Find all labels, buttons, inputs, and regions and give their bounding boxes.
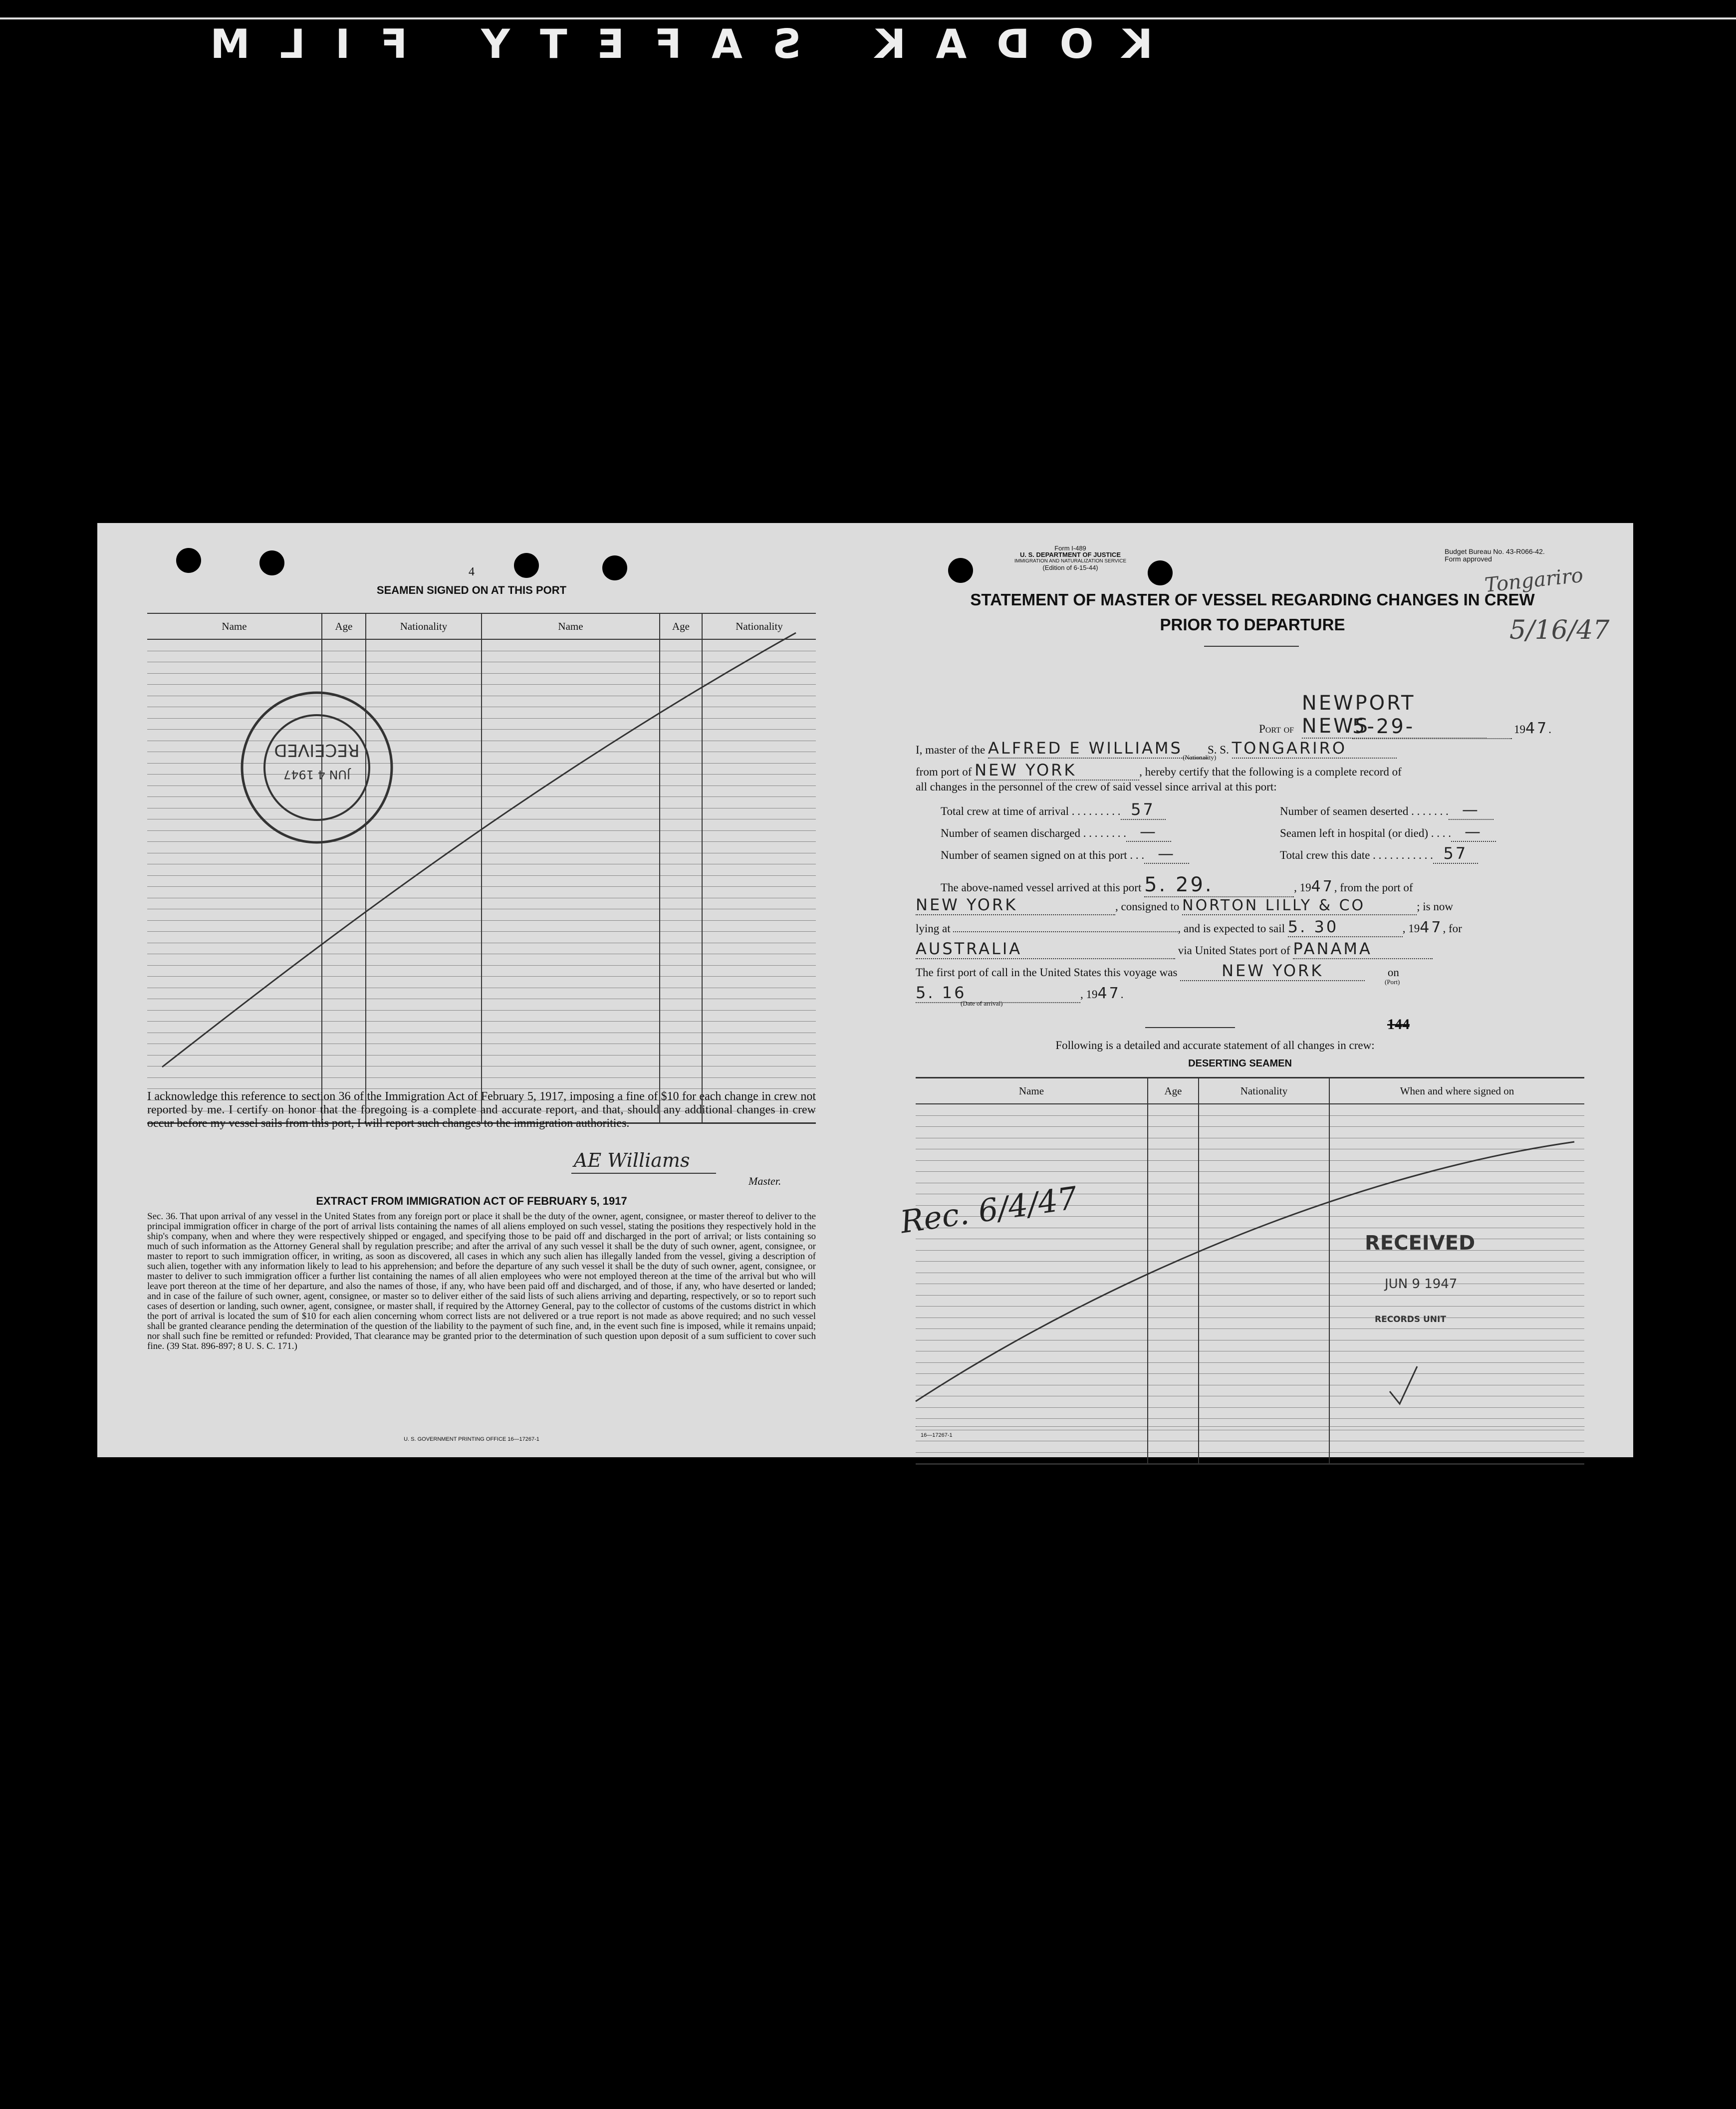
form-header [976,545,1165,571]
all-changes-text: all changes in the personnel of the crew of said vessel since arrival at this port: [916,781,1277,793]
stamp-text: RECEIVED [274,740,360,760]
crew-count-label: Number of seamen signed on at this port . . . [941,849,1145,861]
extract-title: EXTRACT FROM IMMIGRATION ACT OF FEBRUARY 5, 1917 [316,1195,627,1207]
master-row [916,739,1614,759]
department-name: U. S. DEPARTMENT OF JUSTICE [1020,551,1121,558]
port-caption: (Port) [1385,978,1400,986]
crew-count-item [941,822,1171,842]
handwritten-received-note: Rec. 6/4/47 [898,1179,1080,1241]
form-approved: Form approved [1445,555,1492,563]
port-label: Port of [1259,723,1294,735]
master-signature: AE Williams [574,1149,690,1171]
received-stamp-date: JUN 9 1947 [1385,1277,1458,1292]
form-sheet [97,523,1633,1457]
col-header-age: Age [322,613,366,639]
col-header-age: Age [660,613,702,639]
received-stamp-text: RECEIVED [1365,1232,1476,1255]
handwritten-date-note: 5/16/47 [1509,615,1610,645]
form-title-line2: PRIOR TO DEPARTURE [1160,615,1345,634]
col-header-nationality: Nationality [702,613,816,639]
sail-year: 47 [1420,919,1443,936]
date-row: 5-29- 1947. [1352,715,1551,738]
extract-text: Sec. 36. That upon arrival of any vessel in the United States from any foreign port or place it shall be the duty of the owner, agent, consignee, or master thereof to deliver to the principal immigration officer in charge of the port of arrival lists containing the names of all aliens employed on such vessel, stating the positions they respectively hold in the ship's company, when and where they were respectively shipped or engaged, and specifying those to be paid off and discharged in the port of arrival; or lists containing so much of such information as the Attorney General shall by regulation prescribe; and after the arrival of any such vessel it shall be the duty of such owner, agent, consignee, or master to report to such immigration officer, in writing, as soon as discovered, all cases in which any such alien has illegally landed from the vessel, giving a description of such alien, together with any information likely to lead to his apprehension; and before the departure of any such vessel it shall be the duty of such owner, agent, consignee, or master to deliver to such immigration officer a further list containing the names of all alien employees who were not employed thereon at the time of the arrival but who will leave port thereon at the time of her departure, and also the names of those, if any, who have been paid off and discharged, and of those, if any, who have deserted or landed; and in case of the failure of such owner, agent, consignee, or master so to deliver either of the said lists of such aliens arriving and departing, respectively, or so to report such cases of desertion or landing, such owner, agent, consignee, or master shall, if required by the Attorney General, pay to the collector of customs of the customs district in which the port of arrival is located the sum of $10 for each alien concerning whom correct lists are not delivered or a true report is not made as above required; and no such vessel shall be granted clearance pending the determination of the question of the liability to the payment of such fine, and, in the event such fine is imposed, while it remains unpaid; nor shall such fine be remitted or refunded: Provided, That clearance may be granted prior to the determination of such question upon deposit of a sum sufficient to cover such fine. (39 Stat. 896-897; 8 U. S. C. 171.) [147,1211,816,1351]
is-now-text: ; is now [1417,900,1453,913]
film-edge-line [0,17,1736,19]
budget-block [1445,548,1545,563]
signature-line [571,1173,716,1174]
crew-count-item [1280,844,1478,864]
crew-count-label: Number of seamen deserted . . . . . . . [1280,805,1449,817]
crew-count-label: Total crew at time of arrival . . . . . . . . . [941,805,1121,817]
report-date: 5-29- [1352,715,1512,739]
master-label: Master. [748,1175,781,1187]
acknowledgement-text: I acknowledge this reference to section 36 of the Immigration Act of February 5, 1917, imposing a fine of $10 for each change in crew not reported by me. I certify on honor that the foregoing is a complete and accurate report, and that, should any additional changes in crew occur before my vessel sails from this port, I will report such changes to the immigration authorities. [147,1090,816,1130]
table-cell [1148,1452,1199,1464]
cancel-line [97,523,866,1122]
separator-line [1145,1027,1235,1028]
deserting-title: DESERTING SEAMEN [1188,1058,1292,1069]
number-mark: 144 [1387,1016,1410,1033]
consigned-row [916,895,1614,915]
crew-count-label: Number of seamen discharged . . . . . . . . [941,827,1126,839]
ship-name: TONGARIRO [1232,739,1397,759]
crew-count-label: Seamen left in hospital (or died) . . . . [1280,827,1452,839]
form-number: Form I-489 [1054,544,1086,552]
table-cell [1199,1452,1329,1464]
printer-line: U. S. GOVERNMENT PRINTING OFFICE 16—17267-1 [404,1436,539,1442]
table-cell [1199,1430,1329,1441]
crew-count-value: 57 [1433,844,1478,864]
consignee: NORTON LILLY & CO [1182,897,1417,915]
arrival-caption: (Date of arrival) [961,1000,1003,1007]
title-underline [1204,646,1299,647]
arrived-date: 5. 29. [1144,873,1294,897]
for-text: , for [1443,922,1462,935]
budget-number: Budget Bureau No. 43-R066-42. [1445,547,1545,555]
destination: AUSTRALIA [916,939,1175,959]
film-edge-text: KODAK SAFETY FILM [180,21,1153,67]
col-header-nationality: Nationality [366,613,482,639]
on-text: on [1387,966,1399,979]
table-row [916,1430,1584,1441]
first-port: NEW YORK [1180,961,1365,981]
sail-date: 5. 30 [1288,917,1403,937]
crew-count-label: Total crew this date . . . . . . . . . . . [1280,849,1433,861]
crew-count-item [1280,800,1493,820]
col-header-name: Name [482,613,660,639]
table-cell [1329,1430,1584,1441]
punch-hole [948,558,973,583]
first-port-row [916,961,1614,981]
service-name: IMMIGRATION AND NATURALIZATION SERVICE [1014,558,1127,564]
arrived-year: 47 [1311,878,1334,895]
lying-row: lying at , and is expected to sail 5. 30 , 1947, for [916,917,1462,936]
port-value: NEWPORT NEWS [1302,692,1487,739]
cancel-line [866,1072,1633,1421]
handwritten-ship-note: Tongariro [1484,563,1584,597]
from-port-label: from port of [916,766,972,778]
col-header-name: Name [916,1078,1148,1104]
crew-count-value: — [1449,800,1493,820]
arrival-row: The above-named vessel arrived at this port 5. 29. , 1947, from the port of [941,873,1413,896]
arrived-from: NEW YORK [916,895,1115,915]
arrived-text: The above-named vessel arrived at this port [941,881,1142,894]
arrival-date: 5. 16 [916,983,1080,1003]
crew-count-item [1280,822,1496,842]
crew-count-value: — [1144,844,1189,864]
stamp-date: JUN 4 1947 [283,768,351,782]
nationality-caption: (Nationality) [1183,754,1217,761]
ss-label: S. S. [1207,744,1229,756]
received-stamp [237,688,397,847]
via-text: via United States port of [1178,944,1290,957]
col-header-when-where: When and where signed on [1329,1078,1584,1104]
from-port-row [916,761,1614,781]
right-page [866,523,1633,1457]
form-edition: (Edition of 6-15-44) [1042,564,1098,571]
table-cell [1329,1441,1584,1453]
table-cell [1199,1441,1329,1453]
form-title-line1: STATEMENT OF MASTER OF VESSEL REGARDING CHANGES IN CREW [970,590,1535,609]
master-prefix: I, master of the [916,744,986,756]
report-year: 47 [1525,720,1549,737]
table-cell [1148,1441,1199,1453]
from-port-of-text: , from the port of [1334,881,1413,894]
footer-rule [916,1426,1584,1427]
destination-row [916,939,1614,959]
left-page [97,523,866,1457]
left-page-title: SEAMEN SIGNED ON AT THIS PORT [376,584,567,596]
table-row [916,1441,1584,1453]
table-cell [1148,1430,1199,1441]
lying-at-blank [953,931,1178,932]
certify-text: , hereby certify that the following is a complete record of [1139,766,1402,778]
consigned-text: , consigned to [1115,900,1180,913]
table-cell [916,1452,1148,1464]
crew-count-value: — [1126,822,1171,842]
table-cell [1329,1452,1584,1464]
year-prefix: 19 [1514,723,1525,736]
crew-count-value: — [1451,822,1496,842]
footer-code: 16—17267-1 [921,1432,953,1438]
following-text: Following is a detailed and accurate statement of all changes in crew: [1055,1039,1375,1052]
via-port: PANAMA [1293,939,1433,959]
arrival-year: 47 [1097,985,1121,1002]
table-cell [916,1441,1148,1453]
sail-text: , and is expected to sail [1178,922,1285,935]
col-header-name: Name [147,613,322,639]
crew-count-value: 57 [1121,800,1166,820]
from-port-value: NEW YORK [975,761,1139,781]
lying-at-text: lying at [916,922,951,935]
col-header-age: Age [1148,1078,1199,1104]
records-unit-stamp: RECORDS UNIT [1375,1315,1446,1324]
master-name: ALFRED E WILLIAMS [988,739,1208,759]
crew-count-item [941,844,1189,864]
col-header-nationality: Nationality [1199,1078,1329,1104]
table-row [916,1452,1584,1464]
crew-count-item [941,800,1166,820]
page-number: 4 [469,565,475,578]
arrival-date-row: 5. 16 , 1947. [916,983,1124,1002]
first-port-text: The first port of call in the United States this voyage was [916,966,1178,979]
